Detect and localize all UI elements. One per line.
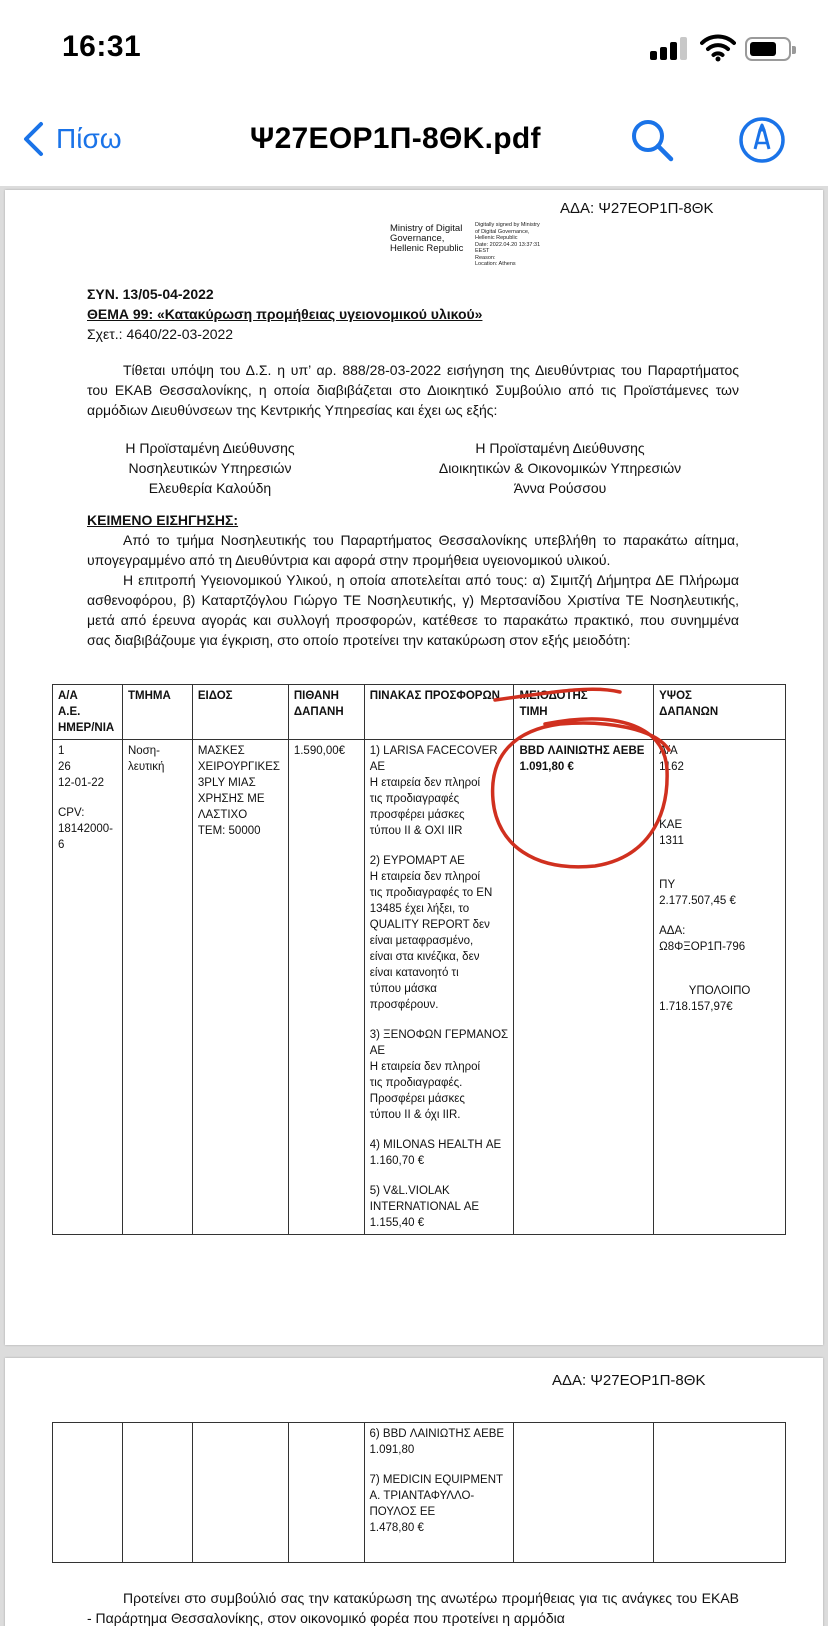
chevron-left-icon [22,121,44,157]
paragraph-request: Από το τμήμα Νοσηλευτικής του Παραρτήματος Θεσσαλονίκης υπεβλήθη το παρακάτω αίτημα, υπογεγραμμένο από τη Διευθύντρια και αφορά στην προμήθεια υγειονομικού υλικού. [87,532,739,568]
offer-3: 3) ΞΕΝΟΦΩΝ ΓΕΡΜΑΝΟΣ ΑΕ Η εταιρεία δεν πληροί τις προδιαγραφές. Προσφέρει μάσκες τύπου ΙΙ & όχι ΙΙR. [369,1029,509,1121]
pdf-page-1 [5,190,823,1345]
keimeno-heading: ΚΕΙΜΕΝΟ ΕΙΣΗΓΗΣΗΣ: [87,512,239,528]
signature-details: Digitally signed by Ministry of Digital Governance, Hellenic Republic Date: 2022.04.20 13:37:31 EEST Reason: Location: Athens [475,222,541,267]
battery-icon [745,37,791,61]
col-header: ΠΙΝΑΚΑΣ ΠΡΟΣΦΟΡΩΝ [364,685,514,740]
paragraph-committee: Η επιτροπή Υγειονομικού Υλικού, η οποία αποτελείται από τους: α) Σιμιτζή Δήμητρα ΔΕ Πλήρωμα ασθενοφόρου, β) Καταρτζόγλου Γιώργο ΤΕ Νοσηλευτικής, γ) Μερτσανίδου Χριστίνα ΤΕ Νοσηλευτικής, μετά από έρευνα αγοράς και συλλογή προσφορών, κατέθεσε το παρακάτω πρακτικό, που συνημμένα σας διαβιβάζουμε για έγκριση, στο οποίο προτείνει την κατακύρωση στον εξής μειοδότη: [87,572,739,648]
markup-pen-icon[interactable] [738,116,786,164]
offer-6: 6) BBD ΛΑΙΝΙΩΤΗΣ ΑΕΒΕ 1.091,80 [369,1428,505,1456]
offer-1: 1) LARISA FACECOVER ΑΕ Η εταιρεία δεν πληροί τις προδιαγραφές προσφέρει μάσκες τύπου ΙΙ & ΟΧΙ ΙΙR [369,745,498,837]
status-time: 16:31 [62,30,142,63]
cellular-signal-icon [650,36,690,60]
col-header: ΥΨΟΣ ΔΑΠΑΝΩΝ [654,685,786,740]
cell-empty [192,1423,288,1563]
table-row [53,740,786,1235]
offer-4: 4) MILONAS HEALTH ΑΕ 1.160,70 € [369,1139,502,1167]
back-label: Πίσω [56,123,122,154]
cell-empty [53,1423,123,1563]
ada-label-page2: ΑΔΑ: Ψ27ΕΟΡ1Π-8ΘΚ [552,1372,706,1389]
offer-2: 2) ΕΥΡΟΜΑΡΤ ΑΕ Η εταιρεία δεν πληροί τις προδιαγραφές το ΕΝ 13485 έχει λήξει, το QUALITY REPORT δεν είναι μεταφρασμένο, είναι στα κινέζικα, δεν είναι κατανοητό τι τύπου μάσκα προσφέρουν. [369,855,493,1011]
thema-line: ΘΕΜΑ 99: «Κατακύρωση προμήθειας υγειονομικού υλικού» [87,306,483,322]
offers-table [52,684,786,1235]
cell-winner: BBD ΛΑΙΝΙΩΤΗΣ ΑΕΒΕ 1.091,80 € [514,740,654,1235]
cell-empty [654,1423,786,1563]
document-title: Ψ27ΕΟΡ1Π-8ΘΚ.pdf [250,122,541,155]
col-header: ΕΙΔΟΣ [192,685,288,740]
cell-aa: 1 26 12-01-22 CPV: 18142000- 6 [53,740,123,1235]
syn-line: ΣΥΝ. 13/05-04-2022 [87,286,214,302]
back-button[interactable] [22,116,122,162]
left-signatory: Η Προϊσταμένη Διεύθυνσης Νοσηλευτικών Υπηρεσιών Ελευθερία Καλούδη [125,440,295,496]
offer-7: 7) MEDICIN EQUIPMENT Α. ΤΡΙΑΝΤΑΦΥΛΛΟ- ΠΟΥΛΟΣ ΕΕ 1.478,80 € [369,1474,504,1534]
ada-label: ΑΔΑ: Ψ27ΕΟΡ1Π-8ΘΚ [560,200,714,217]
cell-tmima: Νοση- λευτική [122,740,192,1235]
col-header: ΜΕΙΟΔΟΤΗΣ ΤΙΜΗ [514,685,654,740]
pdf-viewer[interactable] [0,186,828,1626]
right-signatory: Η Προϊσταμένη Διεύθυνσης Διοικητικών & Οικονομικών Υπηρεσιών Άννα Ρούσσου [438,440,682,496]
nav-bar [0,96,828,186]
table-header-row [53,685,786,740]
cell-dapani: 1.590,00€ [288,740,364,1235]
pdf-page-2 [5,1358,823,1626]
offers-table-continued [52,1422,786,1563]
col-header: Α/Α Α.Ε. ΗΜΕΡ/ΝΙΑ [53,685,123,740]
cell-eidos: ΜΑΣΚΕΣ ΧΕΙΡΟΥΡΓΙΚΕΣ 3PLY ΜΙΑΣ ΧΡΗΣΗΣ ΜΕ ΛΑΣΤΙΧΟ ΤΕΜ: 50000 [192,740,288,1235]
col-header: ΤΜΗΜΑ [122,685,192,740]
cell-offers [364,1423,514,1563]
wifi-icon [700,32,736,62]
table-row [53,1423,786,1563]
col-header: ΠΙΘΑΝΗ ΔΑΠΑΝΗ [288,685,364,740]
closing-paragraph: Προτείνει στο συμβούλιό σας την κατακύρωση της ανωτέρω προμήθειας για τις ανάγκες του ΕΚΑΒ - Παράρτημα Θεσσαλονίκης, στον οικονομικό φορέα που προτείνει η αρμόδια [87,1590,739,1626]
cell-offers [364,740,514,1235]
cell-ypsos: Α/Α 1162 ΚΑΕ 1311 ΠΥ 2.177.507,45 € ΑΔΑ: Ω8ΦΞΟΡ1Π-796 ΥΠΟΛΟΙΠΟ 1.718.157,97€ [654,740,786,1235]
cell-empty [122,1423,192,1563]
sxet-line: Σχετ.: 4640/22-03-2022 [87,326,234,342]
signature-organization: Ministry of Digital Governance, Hellenic Republic [390,223,464,254]
intro-paragraph: Τίθεται υπόψη του Δ.Σ. η υπ’ αρ. 888/28-03-2022 εισήγηση της Διευθύντριας του Παραρτήματος του ΕΚΑΒ Θεσσαλονίκης, η οποία διαβιβάζεται στο Διοικητικό Συμβούλιο από τις Προϊστάμενες των αρμόδιων Διευθύνσεων της Κεντρικής Υπηρεσίας και έχει ως εξής: [87,362,739,418]
cell-empty [288,1423,364,1563]
cell-empty [514,1423,654,1563]
status-bar [0,0,828,96]
search-icon[interactable] [628,116,676,164]
offer-5: 5) V&L.VIOLAK INTERNATIONAL ΑΕ 1.155,40 € [369,1185,480,1229]
